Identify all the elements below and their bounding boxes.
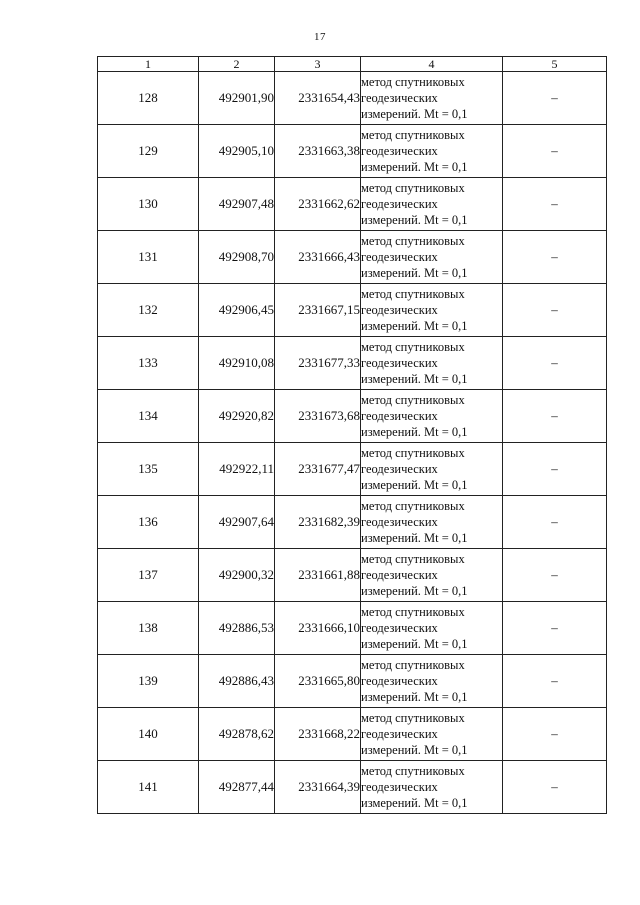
method-line-2: геодезических [361, 674, 438, 688]
note-dash: – [503, 602, 607, 655]
note-dash: – [503, 284, 607, 337]
coordinate-y: 2331673,68 [275, 390, 361, 443]
method-description [361, 337, 503, 390]
coordinate-x: 492906,45 [199, 284, 275, 337]
table-header-row [98, 57, 607, 72]
method-line-2: геодезических [361, 303, 438, 317]
point-number: 137 [98, 549, 199, 602]
coordinate-x: 492878,62 [199, 708, 275, 761]
method-description [361, 72, 503, 125]
coordinate-y: 2331667,15 [275, 284, 361, 337]
method-line-1: метод спутниковых [361, 287, 465, 301]
method-description [361, 549, 503, 602]
method-line-1: метод спутниковых [361, 393, 465, 407]
method-line-2: геодезических [361, 462, 438, 476]
table-row [98, 390, 607, 443]
method-line-3: измерений. Mt = 0,1 [361, 637, 468, 651]
method-line-3: измерений. Mt = 0,1 [361, 372, 468, 386]
method-line-3: измерений. Mt = 0,1 [361, 266, 468, 280]
point-number: 128 [98, 72, 199, 125]
method-description [361, 496, 503, 549]
table-row [98, 443, 607, 496]
coordinate-x: 492910,08 [199, 337, 275, 390]
point-number: 131 [98, 231, 199, 284]
table-row [98, 231, 607, 284]
note-dash: – [503, 549, 607, 602]
method-description [361, 125, 503, 178]
coordinate-y: 2331663,38 [275, 125, 361, 178]
method-description [361, 761, 503, 814]
table-row [98, 178, 607, 231]
note-dash: – [503, 125, 607, 178]
coordinate-x: 492920,82 [199, 390, 275, 443]
method-line-2: геодезических [361, 780, 438, 794]
column-header-4: 4 [361, 57, 503, 72]
table-row [98, 761, 607, 814]
method-line-3: измерений. Mt = 0,1 [361, 107, 468, 121]
coordinate-x: 492907,48 [199, 178, 275, 231]
column-header-1: 1 [98, 57, 199, 72]
table-row [98, 337, 607, 390]
method-line-2: геодезических [361, 250, 438, 264]
coordinate-x: 492922,11 [199, 443, 275, 496]
point-number: 133 [98, 337, 199, 390]
method-description [361, 390, 503, 443]
coordinate-y: 2331677,47 [275, 443, 361, 496]
method-line-3: измерений. Mt = 0,1 [361, 160, 468, 174]
note-dash: – [503, 496, 607, 549]
method-line-1: метод спутниковых [361, 552, 465, 566]
note-dash: – [503, 337, 607, 390]
coordinate-x: 492886,43 [199, 655, 275, 708]
method-line-1: метод спутниковых [361, 75, 465, 89]
method-description [361, 443, 503, 496]
method-description [361, 708, 503, 761]
point-number: 140 [98, 708, 199, 761]
method-line-2: геодезических [361, 356, 438, 370]
method-line-3: измерений. Mt = 0,1 [361, 478, 468, 492]
coordinate-y: 2331665,80 [275, 655, 361, 708]
note-dash: – [503, 231, 607, 284]
column-header-2: 2 [199, 57, 275, 72]
method-line-1: метод спутниковых [361, 128, 465, 142]
method-line-3: измерений. Mt = 0,1 [361, 690, 468, 704]
table-row [98, 602, 607, 655]
coordinate-x: 492877,44 [199, 761, 275, 814]
method-line-3: измерений. Mt = 0,1 [361, 584, 468, 598]
method-line-1: метод спутниковых [361, 764, 465, 778]
method-line-2: геодезических [361, 91, 438, 105]
method-line-2: геодезических [361, 568, 438, 582]
method-line-1: метод спутниковых [361, 234, 465, 248]
column-header-3: 3 [275, 57, 361, 72]
coordinate-y: 2331666,10 [275, 602, 361, 655]
method-description [361, 231, 503, 284]
coordinate-y: 2331682,39 [275, 496, 361, 549]
method-line-1: метод спутниковых [361, 605, 465, 619]
coordinate-x: 492900,32 [199, 549, 275, 602]
coordinate-x: 492901,90 [199, 72, 275, 125]
note-dash: – [503, 178, 607, 231]
table-row [98, 496, 607, 549]
table-row [98, 655, 607, 708]
method-line-3: измерений. Mt = 0,1 [361, 531, 468, 545]
coordinate-x: 492908,70 [199, 231, 275, 284]
method-line-2: геодезических [361, 144, 438, 158]
method-line-2: геодезических [361, 515, 438, 529]
method-line-1: метод спутниковых [361, 499, 465, 513]
note-dash: – [503, 761, 607, 814]
point-number: 134 [98, 390, 199, 443]
coordinate-x: 492886,53 [199, 602, 275, 655]
point-number: 136 [98, 496, 199, 549]
point-number: 132 [98, 284, 199, 337]
coordinate-y: 2331668,22 [275, 708, 361, 761]
table-row [98, 125, 607, 178]
coordinate-x: 492905,10 [199, 125, 275, 178]
table-row [98, 72, 607, 125]
point-number: 141 [98, 761, 199, 814]
method-line-1: метод спутниковых [361, 711, 465, 725]
coordinate-y: 2331662,62 [275, 178, 361, 231]
table-body [98, 72, 607, 814]
coordinate-y: 2331654,43 [275, 72, 361, 125]
point-number: 135 [98, 443, 199, 496]
method-line-3: измерений. Mt = 0,1 [361, 743, 468, 757]
method-description [361, 178, 503, 231]
coordinate-y: 2331664,39 [275, 761, 361, 814]
coordinate-y: 2331677,33 [275, 337, 361, 390]
method-line-3: измерений. Mt = 0,1 [361, 425, 468, 439]
note-dash: – [503, 708, 607, 761]
method-line-2: геодезических [361, 409, 438, 423]
method-line-1: метод спутниковых [361, 658, 465, 672]
table-row [98, 549, 607, 602]
point-number: 139 [98, 655, 199, 708]
page-number: 17 [314, 31, 326, 43]
method-line-3: измерений. Mt = 0,1 [361, 796, 468, 810]
note-dash: – [503, 72, 607, 125]
method-line-3: измерений. Mt = 0,1 [361, 213, 468, 227]
coordinate-y: 2331666,43 [275, 231, 361, 284]
point-number: 130 [98, 178, 199, 231]
point-number: 138 [98, 602, 199, 655]
note-dash: – [503, 390, 607, 443]
coordinates-table [97, 56, 607, 814]
method-line-2: геодезических [361, 727, 438, 741]
table-row [98, 284, 607, 337]
method-description [361, 602, 503, 655]
note-dash: – [503, 655, 607, 708]
method-description [361, 655, 503, 708]
coordinate-x: 492907,64 [199, 496, 275, 549]
method-description [361, 284, 503, 337]
method-line-2: геодезических [361, 621, 438, 635]
method-line-1: метод спутниковых [361, 340, 465, 354]
note-dash: – [503, 443, 607, 496]
point-number: 129 [98, 125, 199, 178]
coordinate-y: 2331661,88 [275, 549, 361, 602]
method-line-2: геодезических [361, 197, 438, 211]
table-row [98, 708, 607, 761]
method-line-1: метод спутниковых [361, 181, 465, 195]
method-line-1: метод спутниковых [361, 446, 465, 460]
method-line-3: измерений. Mt = 0,1 [361, 319, 468, 333]
column-header-5: 5 [503, 57, 607, 72]
